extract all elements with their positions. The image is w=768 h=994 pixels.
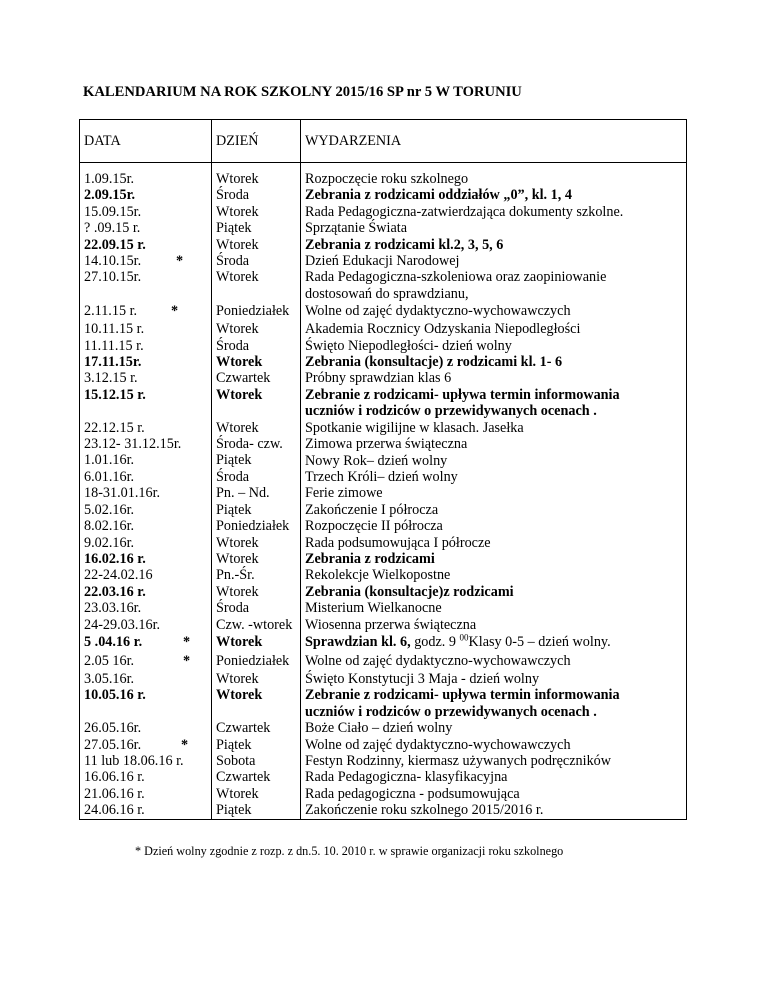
- spacer: [84, 403, 207, 419]
- day-cell: Wtorek: [216, 203, 259, 220]
- date-cell: 16.06.16 r.: [84, 769, 145, 786]
- spacer: [216, 704, 296, 720]
- day-column: [212, 163, 301, 820]
- day-cell: Środa: [216, 337, 250, 354]
- day-cell: Środa: [216, 468, 250, 485]
- day-cell: Wtorek: [216, 236, 259, 253]
- event-cell-continued: uczniów i rodziców o przewidywanych ocenach .: [305, 703, 597, 720]
- date-cell: 27.05.16r. *: [84, 736, 189, 753]
- day-cell: Piątek: [216, 501, 252, 518]
- day-cell: Wtorek: [216, 670, 259, 687]
- date-cell: 11.11.15 r.: [84, 337, 144, 354]
- event-cell: Rekolekcje Wielkopostne: [305, 567, 451, 584]
- date-cell: 9.02.16r.: [84, 534, 135, 551]
- events-column: [301, 163, 687, 820]
- event-cell: Dzień Edukacji Narodowej: [305, 253, 460, 270]
- date-cell: 2.09.15r.: [84, 187, 136, 204]
- event-cell: Boże Ciało – dzień wolny: [305, 720, 453, 737]
- event-cell: Zebrania z rodzicami oddziałów „0”, kl. 1, 4: [305, 187, 572, 204]
- date-cell: 2.05 16r. *: [84, 652, 191, 669]
- day-cell: Wtorek: [216, 386, 263, 403]
- table-header-row: [80, 120, 687, 163]
- date-cell: 23.03.16r.: [84, 600, 142, 617]
- event-part: godz. 9: [410, 633, 460, 650]
- event-cell: Zakończenie roku szkolnego 2015/2016 r.: [305, 802, 544, 819]
- date-cell: 15.12.15 r.: [84, 386, 146, 403]
- event-cell: Wiosenna przerwa świąteczna: [305, 616, 477, 633]
- day-cell: Sobota: [216, 752, 256, 769]
- date-cell: 6.01.16r.: [84, 468, 135, 485]
- event-cell: Spotkanie wigilijne w klasach. Jasełka: [305, 419, 524, 436]
- event-cell-continued: dostosowań do sprawdzianu,: [305, 285, 469, 302]
- date-cell: 8.02.16r.: [84, 518, 135, 535]
- event-cell: Nowy Rok– dzień wolny: [305, 452, 448, 469]
- date-cell: 5 .04.16 r. *: [84, 633, 191, 650]
- event-cell: Zebrania (konsultacje) z rodzicami kl. 1- 6: [305, 354, 563, 371]
- date-cell: 11 lub 18.06.16 r.: [84, 752, 184, 769]
- header-date: DATA: [80, 120, 212, 163]
- date-cell: 3.12.15 r.: [84, 370, 138, 387]
- event-cell: Zebrania (konsultacje)z rodzicami: [305, 583, 514, 600]
- date-cell: 21.06.16 r.: [84, 785, 145, 802]
- date-cell: 22-24.02.16: [84, 567, 153, 584]
- date-cell: 15.09.15r.: [84, 203, 142, 220]
- event-cell: Rada Pedagogiczna-zatwierdzająca dokumenty szkolne.: [305, 203, 624, 220]
- asterisk-marker: *: [171, 303, 179, 320]
- event-cell: Misterium Wielkanocne: [305, 600, 442, 617]
- day-cell: Środa- czw.: [216, 436, 283, 453]
- event-cell: Rozpoczęcie roku szkolnego: [305, 171, 469, 187]
- day-cell: Poniedziałek: [216, 652, 290, 669]
- day-cell: Środa: [216, 187, 250, 204]
- day-cell: Środa: [216, 253, 250, 270]
- document-title: KALENDARIUM NA ROK SZKOLNY 2015/16 SP nr 5 W TORUNIU: [83, 84, 522, 100]
- day-cell: Wtorek: [216, 171, 259, 187]
- date-cell: 24-29.03.16r.: [84, 616, 161, 633]
- asterisk-marker: *: [183, 633, 191, 650]
- date-cell: 5.02.16r.: [84, 501, 135, 518]
- date-cell: 17.11.15r.: [84, 354, 142, 371]
- header-events: WYDARZENIA: [301, 120, 687, 163]
- day-cell: Czwartek: [216, 370, 271, 387]
- event-cell: Święto Konstytucji 3 Maja - dzień wolny: [305, 670, 540, 687]
- day-cell: Czwartek: [216, 769, 271, 786]
- date-cell: 22.09.15 r.: [84, 236, 146, 253]
- day-cell: Wtorek: [216, 633, 263, 650]
- event-cell: Sprzątanie Świata: [305, 220, 408, 237]
- event-superscript: 00: [459, 632, 469, 643]
- asterisk-marker: *: [181, 736, 189, 753]
- asterisk-marker: *: [183, 652, 191, 669]
- day-cell: Piątek: [216, 452, 252, 469]
- spacer: [84, 704, 207, 720]
- day-cell: Piątek: [216, 220, 252, 237]
- day-cell: Pn. – Nd.: [216, 485, 270, 502]
- event-cell: Rada pedagogiczna - podsumowująca: [305, 785, 520, 802]
- day-cell: Czwartek: [216, 720, 271, 737]
- date-cell: 10.05.16 r.: [84, 687, 146, 704]
- asterisk-marker: *: [176, 253, 184, 270]
- date-cell: 1.09.15r.: [84, 171, 135, 187]
- event-cell: Trzech Króli– dzień wolny: [305, 468, 458, 485]
- event-cell: Wolne od zajęć dydaktyczno-wychowawczych: [305, 652, 571, 669]
- event-cell: Rozpoczęcie II półrocza: [305, 518, 443, 535]
- date-cell: 18-31.01.16r.: [84, 485, 161, 502]
- event-cell: Rada Pedagogiczna- klasyfikacyjna: [305, 769, 508, 786]
- date-cell: 22.12.15 r.: [84, 419, 145, 436]
- event-bold-part: Sprawdzian kl. 6,: [305, 633, 411, 650]
- day-cell: Wtorek: [216, 419, 259, 436]
- day-cell: Piątek: [216, 802, 252, 819]
- date-cell: 27.10.15r.: [84, 269, 142, 286]
- date-cell: 3.05.16r.: [84, 670, 135, 687]
- spacer: [216, 403, 296, 419]
- event-cell: Wolne od zajęć dydaktyczno-wychowawczych: [305, 303, 571, 320]
- date-cell: 24.06.16 r.: [84, 802, 145, 819]
- event-cell: Ferie zimowe: [305, 485, 383, 502]
- event-cell: Zebrania z rodzicami kl.2, 3, 5, 6: [305, 236, 504, 253]
- date-cell: ? .09.15 r.: [84, 220, 141, 237]
- date-cell: 22.03.16 r.: [84, 583, 146, 600]
- footnote: * Dzień wolny zgodnie z rozp. z dn.5. 10. 2010 r. w sprawie organizacji roku szkolnego: [135, 844, 564, 858]
- event-cell: Zebranie z rodzicami- upływa termin informowania: [305, 687, 620, 704]
- date-cell: 10.11.15 r.: [84, 321, 145, 338]
- table-body-row: [80, 163, 687, 820]
- day-cell: Poniedziałek: [216, 303, 290, 320]
- day-cell: Wtorek: [216, 583, 259, 600]
- day-cell: Piątek: [216, 736, 252, 753]
- event-cell: Zakończenie I półrocza: [305, 501, 439, 518]
- day-cell: Wtorek: [216, 785, 259, 802]
- event-part: Klasy 0-5 – dzień wolny.: [468, 633, 611, 650]
- event-cell: Zebrania z rodzicami: [305, 550, 435, 567]
- date-cell: 16.02.16 r.: [84, 550, 146, 567]
- event-cell: [305, 633, 682, 652]
- day-cell: Środa: [216, 600, 250, 617]
- calendar-table: [79, 119, 687, 820]
- day-cell: Wtorek: [216, 550, 259, 567]
- day-cell: Wtorek: [216, 269, 259, 286]
- day-cell: Wtorek: [216, 354, 263, 371]
- date-cell: 2.11.15 r. *: [84, 303, 179, 320]
- event-cell-continued: uczniów i rodziców o przewidywanych ocenach .: [305, 403, 597, 420]
- date-cell: 26.05.16r.: [84, 720, 142, 737]
- day-cell: Wtorek: [216, 321, 259, 338]
- day-cell: Pn.-Śr.: [216, 567, 255, 584]
- date-cell: 23.12- 31.12.15r.: [84, 436, 182, 453]
- event-cell: Święto Niepodległości- dzień wolny: [305, 337, 512, 354]
- day-cell: Czw. -wtorek: [216, 616, 293, 633]
- event-cell: Rada podsumowująca I półrocze: [305, 534, 491, 551]
- spacer: [216, 286, 296, 302]
- header-day: DZIEŃ: [212, 120, 301, 163]
- spacer: [84, 286, 207, 302]
- date-cell: 14.10.15r. *: [84, 253, 184, 270]
- event-cell: Rada Pedagogiczna-szkoleniowa oraz zaopiniowanie: [305, 269, 607, 286]
- event-cell: Zebranie z rodzicami- upływa termin informowania: [305, 386, 620, 403]
- event-cell: Wolne od zajęć dydaktyczno-wychowawczych: [305, 736, 571, 753]
- day-cell: Wtorek: [216, 534, 259, 551]
- day-cell: Poniedziałek: [216, 518, 290, 535]
- date-column: [80, 163, 212, 820]
- event-cell: Akademia Rocznicy Odzyskania Niepodległości: [305, 321, 581, 338]
- day-cell: Wtorek: [216, 687, 263, 704]
- date-cell: 1.01.16r.: [84, 452, 135, 469]
- event-cell: Festyn Rodzinny, kiermasz używanych podręczników: [305, 753, 612, 769]
- event-cell: Zimowa przerwa świąteczna: [305, 436, 468, 453]
- event-cell: Próbny sprawdzian klas 6: [305, 370, 452, 387]
